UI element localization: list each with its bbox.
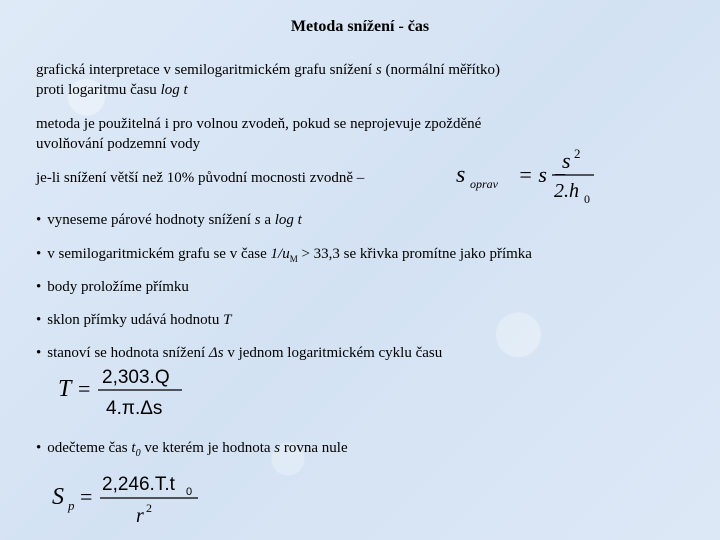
var-sub: 0 — [135, 448, 141, 459]
para-text: proti logaritmu času — [36, 82, 161, 98]
bullet-item — [36, 310, 231, 330]
var-sub: M — [289, 254, 298, 264]
formula-den: 4.π.Δs — [106, 398, 163, 419]
bullet-item — [36, 244, 532, 269]
bullet-text: vyneseme párové hodnoty snížení — [47, 212, 255, 228]
formula-T — [54, 362, 194, 422]
bullet-text: v semilogaritmickém grafu se v čase — [47, 246, 271, 262]
var-s: s — [375, 62, 382, 78]
bullet-text: rovna nule — [280, 440, 348, 456]
paragraph-interpretation — [36, 60, 500, 100]
bullet-text: stanoví se hodnota snížení — [47, 345, 209, 361]
bullet-text: sklon přímky udává hodnotu — [47, 312, 224, 328]
bullet-text: body proložíme přímku — [47, 279, 189, 295]
bullet-item — [36, 210, 302, 230]
formula-s-oprav — [454, 146, 604, 206]
formula-den-sup: 2 — [146, 501, 152, 515]
formula-num: 2,303.Q — [102, 367, 170, 388]
formula-lhs: s — [456, 162, 466, 188]
formula-lhs: S — [52, 484, 64, 510]
para-text: grafická interpretace v semilogaritmickém grafu snížení — [36, 62, 376, 78]
var-T: T — [223, 312, 232, 328]
var-t: t — [131, 440, 136, 456]
formula-num: 2,246.T.t — [102, 474, 175, 495]
bullet-text: ve kterém je hodnota — [140, 440, 275, 456]
formula-Sp — [48, 468, 208, 530]
para-text: uvolňování podzemní vody — [36, 136, 201, 152]
paragraph-condition: je-li snížení větší než 10% původní mocnosti zvodně – — [36, 170, 365, 186]
bullet-dot: • — [36, 279, 42, 295]
formula-den: 2.h — [554, 180, 579, 202]
bullet-dot: • — [36, 345, 42, 361]
var-logt: log t — [274, 212, 302, 228]
paragraph-applicability — [36, 114, 481, 154]
bullet-item — [36, 277, 189, 297]
formula-den: r — [136, 505, 144, 527]
bullet-item — [36, 343, 442, 363]
bullet-dot: • — [36, 312, 42, 328]
var-s: s — [274, 440, 281, 456]
bullet-dot: • — [36, 440, 42, 456]
var-logt: log t — [160, 82, 188, 98]
var-1-u: 1/u — [270, 246, 290, 262]
bullet-item — [36, 438, 348, 464]
para-text: metoda je použitelná i pro volnou zvodeň, pokud se neprojevuje zpožděné — [36, 116, 482, 132]
formula-num-sub: 0 — [186, 486, 193, 498]
formula-num-sup: 2 — [574, 146, 581, 161]
formula-eq: = — [78, 376, 91, 401]
formula-lhs-sub: p — [68, 498, 75, 513]
formula-lhs: T — [58, 376, 72, 402]
bullet-text: > 33,3 se křivka promítne jako přímka — [297, 246, 532, 262]
formula-lhs-sub: oprav — [470, 177, 498, 191]
bullet-text: a — [260, 212, 275, 228]
slide-title: Metoda snížení - čas — [290, 18, 430, 35]
formula-num: s — [562, 148, 571, 173]
bullet-dot: • — [36, 212, 42, 228]
var-delta-s: Δs — [208, 345, 224, 361]
formula-den-sub: 0 — [584, 192, 590, 206]
para-text: (normální měřítko) — [381, 62, 501, 78]
formula-eq: = — [80, 484, 93, 509]
bullet-text: v jednom logaritmickém cyklu času — [223, 345, 443, 361]
var-s: s — [254, 212, 261, 228]
bullet-dot: • — [36, 246, 42, 262]
bullet-text: odečteme čas — [47, 440, 132, 456]
formula-eq: = s − — [518, 162, 568, 187]
